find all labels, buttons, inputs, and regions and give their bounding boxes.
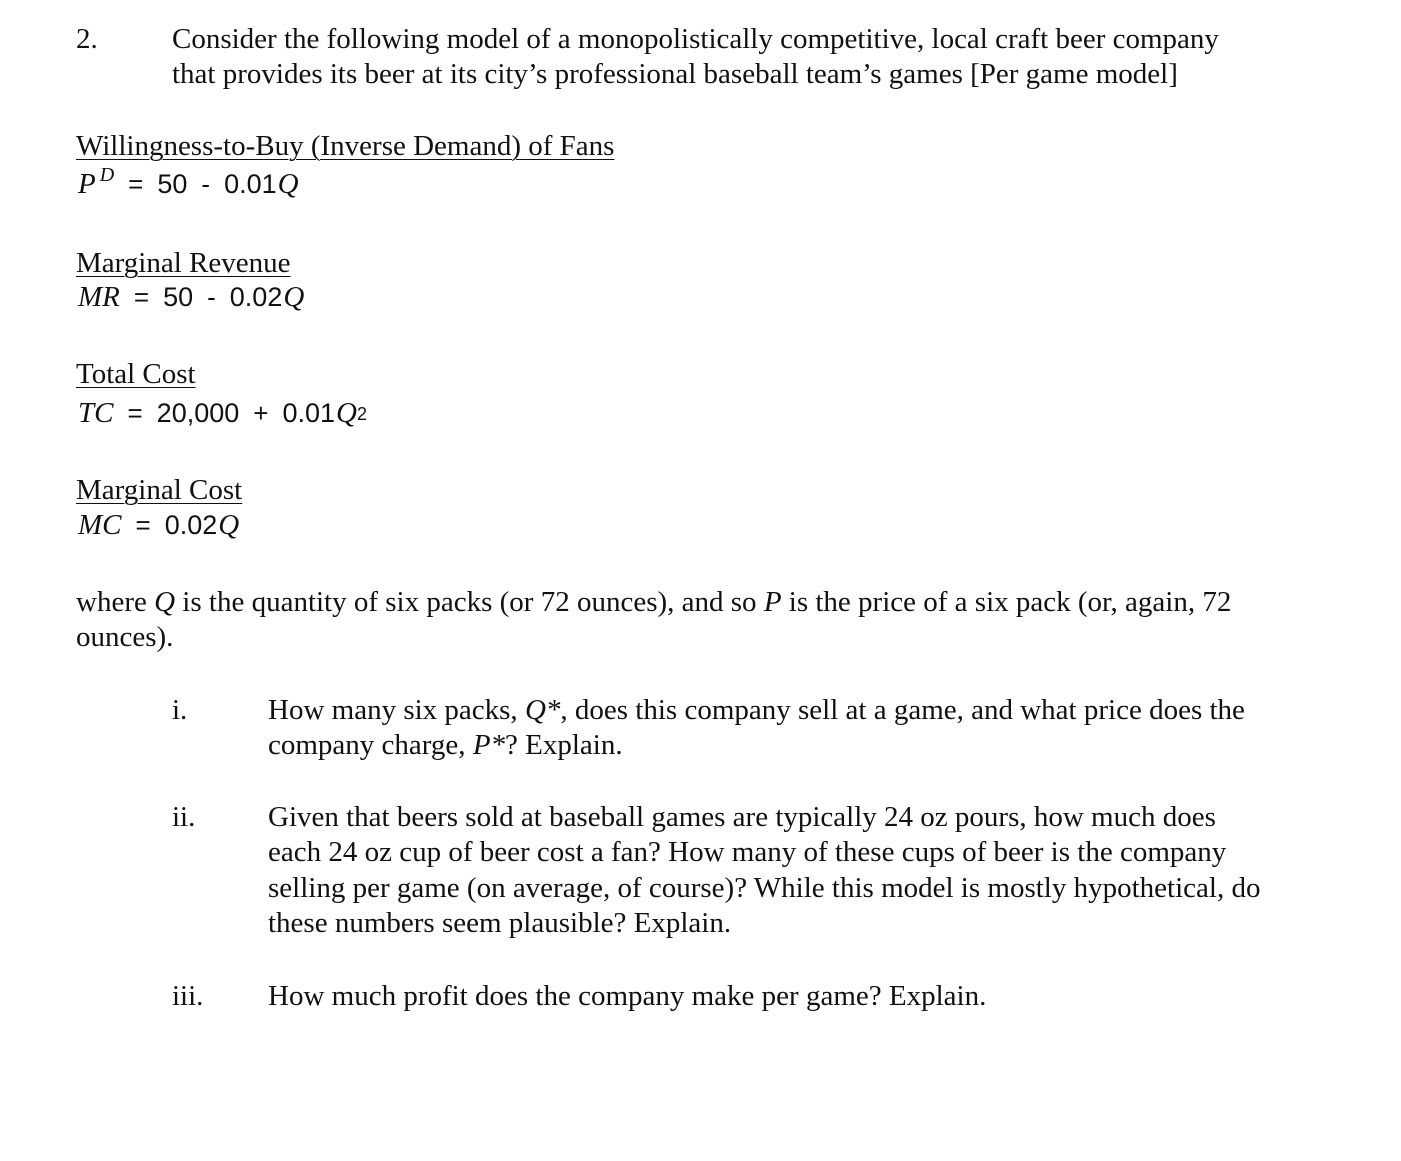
mc-quantity: Q — [218, 509, 240, 541]
mr-heading: Marginal Revenue — [76, 247, 291, 279]
mc-lhs: MC — [78, 509, 122, 541]
tc-quantity: Q — [336, 397, 357, 429]
problem-intro-line-2: that provides its beer at its city’s professional baseball team’s games [Per game model] — [172, 58, 1178, 90]
where-line-2: ounces). — [76, 621, 174, 653]
question-i-text-c: company charge, — [268, 729, 473, 761]
problem-number: 2. — [76, 23, 98, 55]
question-i-line-1 — [268, 693, 1245, 728]
tc-operator: + — [253, 398, 269, 428]
mc-coefficient: 0.02 — [164, 510, 218, 540]
mr-constant: 50 — [163, 282, 194, 312]
question-i-qstar: Q* — [524, 694, 561, 726]
mr-quantity: Q — [283, 281, 305, 313]
demand-constant: 50 — [157, 169, 188, 199]
tc-heading: Total Cost — [76, 358, 196, 390]
question-ii-line-2: each 24 oz cup of beer cost a fan? How many of these cups of beer is the company — [268, 836, 1227, 868]
where-p-variable: P — [763, 586, 782, 618]
question-iii-text: How much profit does the company make per game? Explain. — [268, 980, 987, 1012]
demand-coefficient: 0.01 — [224, 169, 277, 199]
where-text-b: is the quantity of six packs (or 72 ounces), and so — [175, 586, 764, 618]
question-ii-label: ii. — [172, 801, 196, 833]
tc-equation: TC = 20,000 + 0.01 Q $^2$ — [78, 397, 367, 429]
demand-quantity: Q — [277, 168, 299, 200]
tc-coefficient: 0.01 — [282, 398, 336, 428]
mc-equation — [78, 509, 239, 542]
where-text-a: where — [76, 586, 155, 618]
mr-equation — [78, 281, 304, 314]
where-q-variable: Q — [154, 586, 176, 618]
question-i-pstar: P* — [472, 729, 506, 761]
demand-equals: = — [128, 169, 144, 199]
where-line-1 — [76, 585, 1231, 620]
problem-intro-line-1: Consider the following model of a monopolistically competitive, local craft beer company — [172, 23, 1219, 55]
mr-coefficient: 0.02 — [229, 282, 283, 312]
question-i-text-a: How many six packs, — [268, 694, 525, 726]
tc-constant: 20,000 — [156, 398, 240, 428]
question-ii-line-4: these numbers seem plausible? Explain. — [268, 907, 732, 939]
question-i-line-2 — [268, 728, 623, 763]
mr-operator: - — [207, 282, 216, 312]
question-i-text-d: ? Explain. — [505, 729, 623, 761]
demand-equation — [78, 164, 299, 201]
where-text-c: is the price of a six pack (or, again, 72 — [781, 586, 1232, 618]
question-iii-label: iii. — [172, 980, 204, 1012]
mr-lhs: MR — [78, 281, 120, 313]
mc-heading: Marginal Cost — [76, 474, 243, 506]
question-ii-line-1: Given that beers sold at baseball games are typically 24 oz pours, how much does — [268, 801, 1216, 833]
demand-operator: - — [201, 169, 211, 199]
tc-lhs: TC — [78, 397, 114, 429]
question-i-text-b: , does this company sell at a game, and what price does the — [560, 694, 1245, 726]
mc-equals: = — [135, 510, 151, 540]
demand-lhs: P — [78, 168, 96, 200]
question-ii-line-3: selling per game (on average, of course)? While this model is mostly hypothetical, do — [268, 872, 1261, 904]
demand-lhs-superscript: D — [99, 164, 115, 186]
tc-equals: = — [127, 398, 143, 428]
question-i-label: i. — [172, 694, 188, 726]
demand-heading: Willingness-to-Buy (Inverse Demand) of Fans — [76, 130, 615, 162]
mr-equals: = — [133, 282, 150, 312]
